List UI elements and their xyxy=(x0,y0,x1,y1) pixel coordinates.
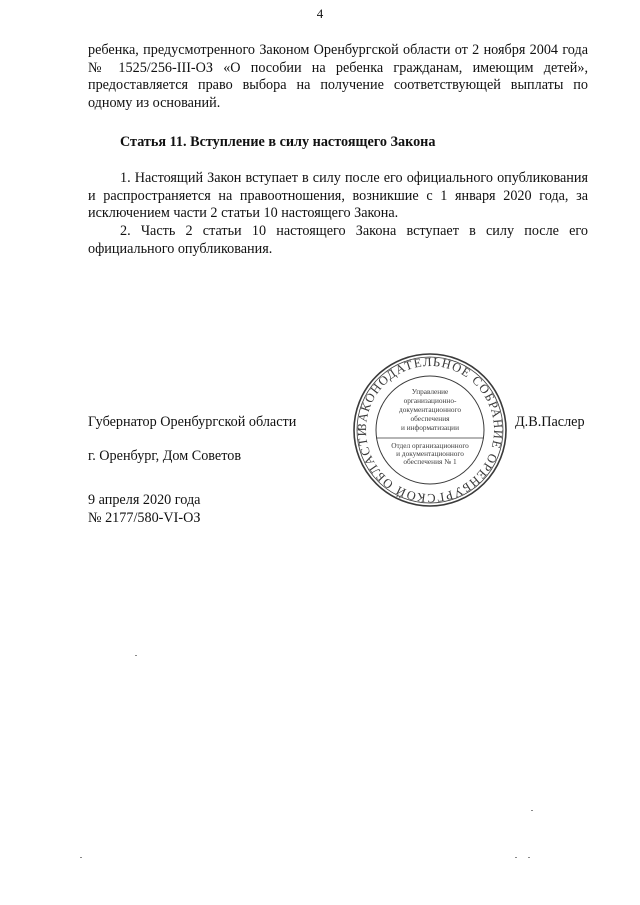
seal-ring-text: ЗАКОНОДАТЕЛЬНОЕ СОБРАНИЕ ОРЕНБУРГСКОЙ ОБЛАСТИ xyxy=(354,354,506,506)
seal-bottom-line: обеспечения № 1 xyxy=(403,457,457,466)
article-heading: Статья 11. Вступление в силу настоящего Закона xyxy=(120,134,436,150)
seal-inner-line: документационного xyxy=(398,405,462,414)
seal-bottom-line: и документационного xyxy=(396,449,464,458)
signatory-name: Д.В.Паслер xyxy=(515,414,585,430)
scan-speck xyxy=(515,857,517,858)
official-seal xyxy=(350,350,510,510)
continuation-paragraph: ребенка, предусмотренного Законом Оренбургской области от 2 ноября 2004 года № 1525/256-III-ОЗ «О пособии на ребенка гражданам, имеющим детей», предоставляется право выбора на получение соответствующей выплаты по одному из оснований. xyxy=(88,42,588,111)
signatory-title: Губернатор Оренбургской области xyxy=(88,414,297,430)
scan-speck xyxy=(80,857,82,858)
scan-speck xyxy=(531,810,533,811)
scan-speck xyxy=(528,857,530,858)
clause-2-paragraph: 2. Часть 2 статьи 10 настоящего Закона вступает в силу после его официального опубликования. xyxy=(88,223,588,257)
seal-inner-line: обеспечения xyxy=(410,414,450,423)
seal-bottom-line: Отдел организационного xyxy=(391,441,469,450)
seal-inner-line: Управление xyxy=(411,387,449,396)
scan-speck xyxy=(135,655,137,656)
clause-1-paragraph: 1. Настоящий Закон вступает в силу после его официального опубликования и распространяется на правоотношения, возникшие с 1 января 2020 года, за исключением части 2 статьи 10 настоящего Закона. xyxy=(88,170,588,221)
seal-inner-line: организационно- xyxy=(403,396,457,405)
signing-date: 9 апреля 2020 года xyxy=(88,492,201,508)
law-number: № 2177/580-VI-ОЗ xyxy=(88,510,201,526)
seal-inner-line: и информатизации xyxy=(400,423,460,432)
signing-place: г. Оренбург, Дом Советов xyxy=(88,448,242,464)
page-number: 4 xyxy=(316,6,324,21)
